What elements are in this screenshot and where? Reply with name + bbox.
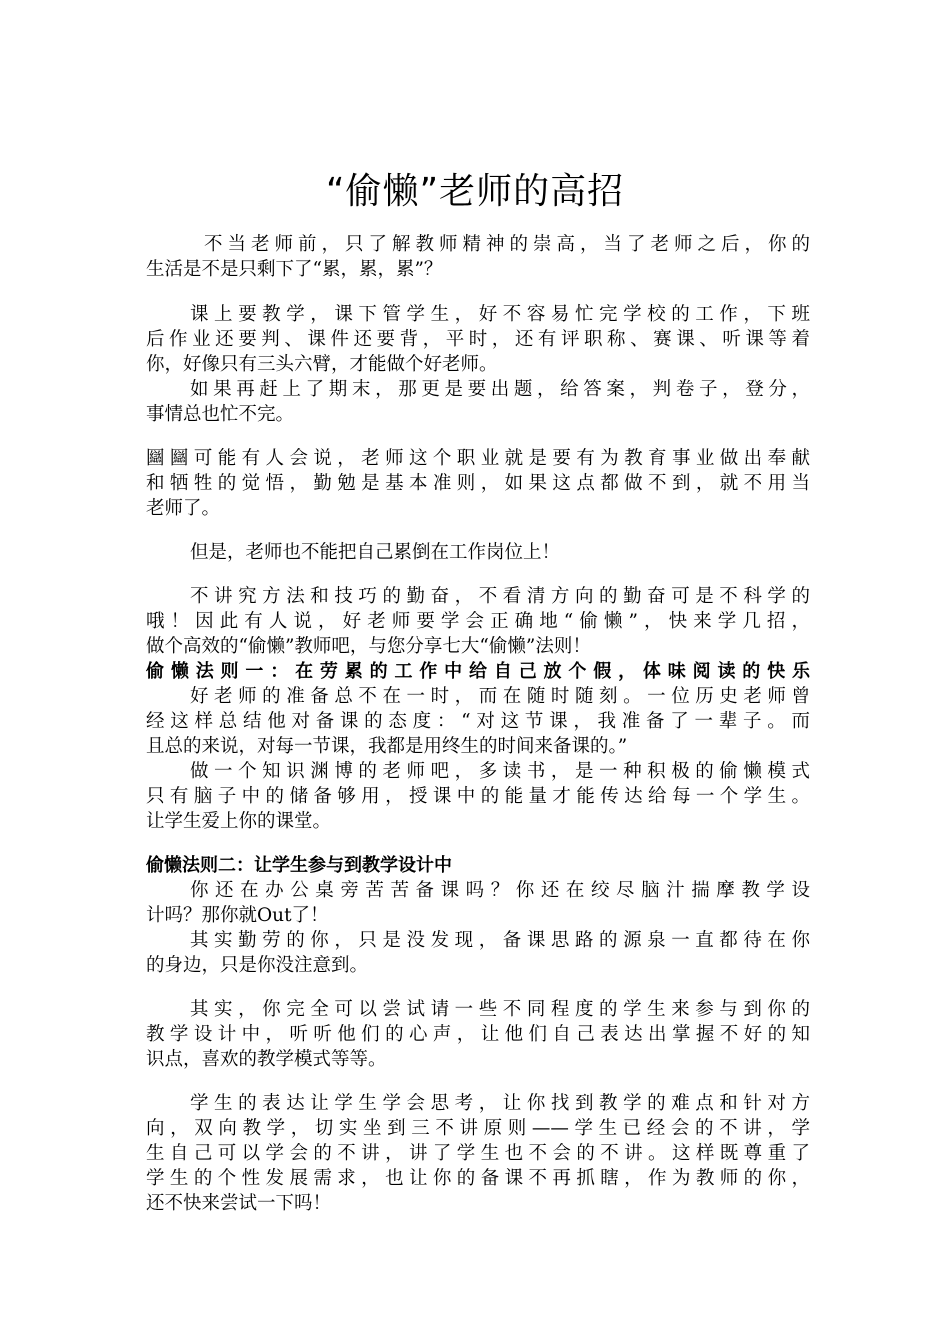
paragraph-line: 只有脑子中的储备够用，授课中的能量才能传达给每一个学生。 [146,786,810,807]
paragraph-line: 生自己可以学会的不讲，讲了学生也不会的不讲。这样既尊重了 [146,1143,810,1164]
paragraph-line: 其实勤劳的你，只是没发现，备课思路的源泉一直都待在你 [190,930,810,951]
paragraph-line: 生活是不是只剩下了“累，累，累”？ [146,259,443,280]
paragraph-line: 学生的表达让学生学会思考，让你找到教学的难点和针对方 [190,1093,810,1114]
paragraph-line: 经这样总结他对备课的态度：“对这节课，我准备了一辈子。而 [146,711,810,732]
paragraph-line: 还不快来尝试一下吗！ [146,1193,332,1214]
paragraph-line: 不讲究方法和技巧的勤奋，不看清方向的勤奋可是不科学的 [190,586,810,607]
document-title: “偷懒”老师的高招 [325,171,625,212]
paragraph-line: 哦！因此有人说，好老师要学会正确地“偷懒”，快来学几招， [146,611,810,632]
paragraph-line: 你，好像只有三头六臂，才能做个好老师。 [146,354,498,375]
paragraph-line: 做个高效的“偷懒”教师吧，与您分享七大“偷懒”法则！ [146,636,591,657]
paragraph-line: 事情总也忙不完。 [146,404,295,425]
paragraph-line: 圝圝可能有人会说，老师这个职业就是要有为教育事业做出奉献 [146,448,810,469]
paragraph-line: 做一个知识渊博的老师吧，多读书，是一种积极的偷懒模式 [190,761,810,782]
paragraph-line: 向，双向教学，切实坐到三不讲原则——学生已经会的不讲，学 [146,1118,810,1139]
paragraph-line: 学生的个性发展需求，也让你的备课不再抓瞎，作为教师的你， [146,1168,810,1189]
paragraph-line: 如果再赶上了期末，那更是要出题，给答案，判卷子，登分， [190,379,810,400]
paragraph-line: 好老师的准备总不在一时，而在随时随刻。一位历史老师曾 [190,686,810,707]
paragraph-line: 课上要教学，课下管学生，好不容易忙完学校的工作，下班 [190,304,810,325]
paragraph-line: 教学设计中，听听他们的心声，让他们自己表达出掌握不好的知 [146,1024,810,1045]
paragraph-line: 后作业还要判、课件还要背，平时，还有评职称、赛课、听课等着 [146,329,810,350]
paragraph-line: 你还在办公桌旁苦苦备课吗？你还在绞尽脑汁揣摩教学设 [190,880,810,901]
rule-heading: 偷懒法则一：在劳累的工作中给自己放个假，体味阅读的快乐 [146,661,810,682]
paragraph-line: 计吗？那你就Out了！ [146,905,329,926]
paragraph-line: 的身边，只是你没注意到。 [146,955,369,976]
paragraph-line: 让学生爱上你的课堂。 [146,811,332,832]
paragraph-line: 且总的来说，对每一节课，我都是用终生的时间来备课的。” [146,736,628,757]
paragraph-line: 和牺牲的觉悟，勤勉是基本准则，如果这点都做不到，就不用当 [146,473,810,494]
paragraph-line: 不当老师前，只了解教师精神的崇高，当了老师之后，你的 [204,234,810,255]
paragraph-line: 老师了。 [146,498,221,519]
paragraph-line: 其实，你完全可以尝试请一些不同程度的学生来参与到你的 [190,999,810,1020]
paragraph-line: 识点，喜欢的教学模式等等。 [146,1049,387,1070]
paragraph-line: 但是，老师也不能把自己累倒在工作岗位上！ [190,542,561,563]
rule-heading: 偷懒法则二：让学生参与到教学设计中 [146,855,452,876]
